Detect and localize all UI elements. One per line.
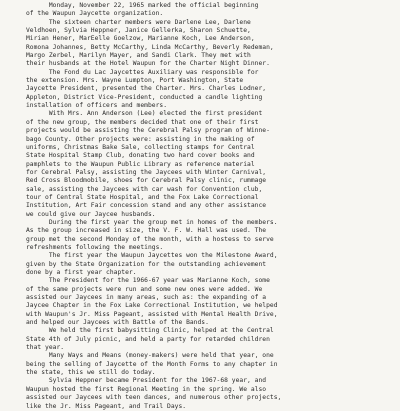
text-line: State 4th of July picnic, and held a party for retarded children: [26, 335, 270, 343]
text-line: for Cerebral Palsy, assisting the Jaycees with Winter Carnival,: [26, 168, 267, 176]
text-line: and helped our Jaycees with Battle of the Bands.: [26, 319, 209, 327]
text-line: Institution, Art Fair concession stand and any other assistance: [26, 202, 267, 210]
text-line: of the Waupun Jaycette organization.: [26, 10, 164, 18]
text-line: As the group increased in size, the V. F. W. Hall was used. The: [26, 227, 267, 235]
text-line: State Hospital Stamp Club, donating two hard cover books and: [26, 152, 255, 160]
text-line: of the same projects were run and some new ones were added. We: [26, 285, 263, 293]
text-line: Many Ways and Means (money-makers) were held that year, one: [26, 352, 274, 360]
text-line: given by the State Organization for the outstanding achievement: [26, 260, 267, 268]
text-line: projects would be assisting the Cerebral Palsy program of Winne-: [26, 127, 270, 135]
text-line: the state, this we still do today.: [26, 369, 156, 377]
text-line: The Fond du Lac Jaycettes Auxiliary was responsible for: [26, 68, 259, 76]
text-line: that year.: [26, 344, 65, 352]
text-line: Margo Zerbel, Marilyn Mayer, and Sandi Clark. They met with: [26, 52, 251, 60]
text-line: Jaycette President, presented the Charter. Mrs. Charles Lodner,: [26, 85, 267, 93]
text-line: of the new group, the members decided that one of their first: [26, 118, 259, 126]
text-line: pamphlets to the Waupun Public Library as reference material: [26, 160, 255, 168]
text-line: Mirian Hener, MarEelle Goelzow, Marianne Koch, Lee Anderson,: [26, 35, 255, 43]
text-line: During the first year the group met in homes of the members.: [26, 218, 278, 226]
text-line: assisted our Jaycees with teen dances, and numerous other projects,: [26, 394, 282, 402]
text-line: uniforms, Christmas Bake Sale, collecting stamps for Central: [26, 143, 255, 151]
text-line: like the Jr. Miss Pageant, and Trail Days.: [26, 402, 187, 410]
text-line: The sixteen charter members were Darlene Lee, Darlene: [26, 18, 251, 26]
text-line: With Mrs. Ann Anderson (Lee) elected the first president: [26, 110, 263, 118]
text-line: their husbands at the Hotel Waupun for the Charter Night Dinner.: [26, 60, 270, 68]
text-line: Veldhoen, Sylvia Heppner, Janice Gellerka, Sharon Schuette,: [26, 27, 251, 35]
text-line: Monday, November 22, 1965 marked the official beginning: [26, 2, 259, 9]
text-line: the extension. Mrs. Wayne Lumpton, Port Washington, State: [26, 77, 244, 85]
text-line: sale, assisting the Jaycees with car wash for Convention club,: [26, 185, 263, 193]
text-line: Red Cross Bloodmobile, shoes for Cerebral Palsy clinic, rummage: [26, 177, 267, 185]
text-line: refreshments following the meetings.: [26, 243, 164, 251]
text-line: Waupun hosted the first Regional Meeting in the spring. We also: [26, 385, 267, 393]
text-line: assisted our Jaycees in many areas, such as: the expanding of a: [26, 294, 267, 302]
text-line: Sylvia Heppner became President for the 1967-68 year, and: [26, 377, 267, 385]
text-line: installation of officers and members.: [26, 102, 168, 110]
text-line: with Waupun's Jr. Miss Pageant, assisted with Mental Health Drive,: [26, 310, 278, 318]
text-line: we could give our Jaycee husbands.: [26, 210, 156, 218]
text-line: bago County. Other projects were: assisting in the making of: [26, 135, 255, 143]
text-line: tour of Central State Hospital, and the Fox Lake Correctional: [26, 193, 259, 201]
text-line: done by a first year chapter.: [26, 269, 137, 276]
text-line: group met the second Monday of the month, with a hostess to serve: [26, 235, 274, 243]
text-line: The President for the 1966-67 year was Marianne Koch, some: [26, 277, 270, 285]
text-line: Appleton, District Vice-President, conducted a candle lighting: [26, 93, 263, 101]
text-line: We held the first babysitting Clinic, helped at the Central: [26, 327, 274, 335]
text-line: The first year the Waupun Jaycettes won the Milestone Award,: [26, 252, 278, 260]
text-line: Jaycee Chapter in the Fox Lake Correctional Institution, we helped: [26, 302, 278, 310]
text-line: Romona Johannes, Betty McCarthy, Linda McCarthy, Beverly Redeman,: [26, 43, 274, 51]
text-line: being the selling of Jaycette of the Month Forms to any chapter in: [26, 360, 278, 368]
